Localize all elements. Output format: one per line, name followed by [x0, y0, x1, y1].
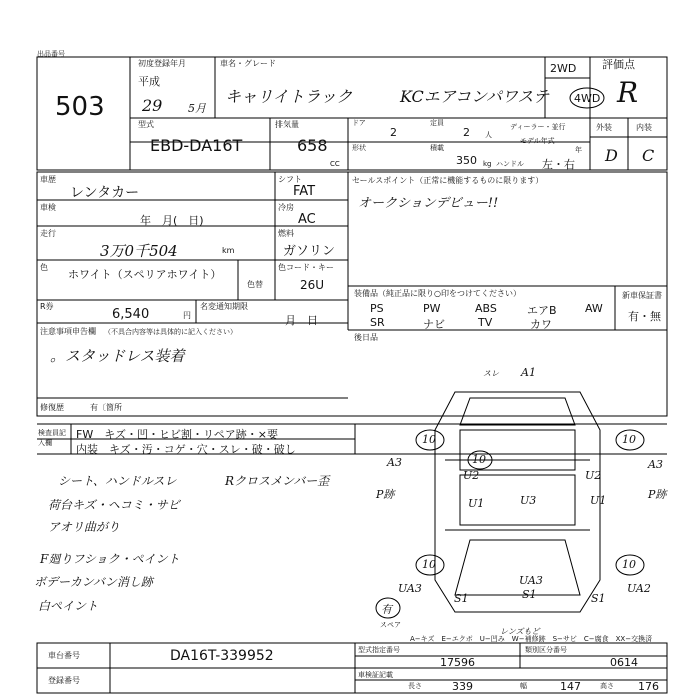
- color-value: ホワイト（スペリアホワイト）: [68, 268, 222, 281]
- fuel-label: 燃料: [278, 229, 294, 238]
- equip-leather: カワ: [530, 318, 552, 331]
- diag-label: S1: [591, 592, 606, 605]
- ac-value: AC: [298, 212, 316, 227]
- sales-point-value: オークションデビュー!!: [358, 196, 499, 211]
- dealer-label: ディーラー・並行: [510, 123, 566, 131]
- equipment-label: 装備品（純正品に限り○印をつけてください）: [354, 289, 521, 298]
- dims-len-label: 長さ: [408, 682, 422, 690]
- diag-label: P跡: [648, 488, 667, 501]
- chassis-value: DA16T-339952: [170, 648, 274, 664]
- remark-3: アオリ曲がり: [48, 520, 120, 534]
- inspection-value: 年 月( 日): [140, 214, 204, 227]
- dims-hei-label: 高さ: [600, 682, 614, 690]
- diagram-legend: A−キズ E−エクボ U−凹み W−補修跡 S−サビ C−腐食 XX−交換済: [410, 635, 653, 643]
- score-value: R: [617, 76, 639, 109]
- equip-navi: ナビ: [423, 318, 445, 331]
- color-no-label: 色替: [247, 280, 263, 289]
- int-score: C: [642, 146, 655, 165]
- remark-5: ボデーカンバン消し跡: [34, 575, 153, 589]
- dims-len: 339: [452, 680, 473, 693]
- car-diagram: [435, 392, 600, 612]
- remark-right: Rクロスメンバー歪: [225, 474, 330, 488]
- equip-pw: PW: [423, 302, 441, 315]
- diag-label: S1: [454, 592, 469, 605]
- inspection-label: 車検: [40, 203, 56, 212]
- warranty-label: 新車保証書: [622, 291, 662, 300]
- handle-label: ハンドル: [496, 160, 524, 168]
- diag-label: 10: [422, 558, 436, 571]
- vehicle-name: キャリイトラック: [225, 87, 353, 106]
- vehicle-label: 車名・グレード: [220, 59, 276, 68]
- diag-label: U1: [468, 497, 485, 510]
- history-label: 車歴: [40, 175, 56, 184]
- engine-unit: CC: [330, 160, 340, 168]
- diag-label: 有: [381, 603, 392, 616]
- inspector-fw-row: FW キズ・凹・ヒビ割・リペア跡・×要: [76, 428, 278, 441]
- drive-2wd: 2WD: [550, 62, 577, 75]
- load-value: 350: [456, 154, 477, 167]
- equip-aw: AW: [585, 302, 603, 315]
- capacity-label: 定員: [430, 119, 444, 127]
- diag-label: U2: [585, 469, 602, 482]
- warranty-value: 有・無: [628, 310, 661, 323]
- color-label: 色: [40, 263, 48, 272]
- chassis-label: 車台番号: [48, 651, 80, 660]
- remark-4: F廻りフショク・ペイント: [40, 552, 180, 566]
- diag-label: 10: [622, 433, 636, 446]
- designation-label: 型式指定番号: [358, 646, 400, 654]
- remark-6: 白ペイント: [38, 599, 99, 613]
- recycle-value: 6,540: [112, 307, 150, 322]
- rear-seat-label: 後日品: [354, 333, 378, 342]
- load-unit: kg: [483, 160, 492, 168]
- model-value: EBD-DA16T: [150, 136, 243, 155]
- repair-label: 修復歴: [40, 403, 64, 412]
- notes-value: 。スタッドレス装着: [50, 347, 185, 365]
- doors-label: ドア: [352, 119, 366, 127]
- handle-value: 左・右: [542, 158, 575, 171]
- diag-label: 10: [622, 558, 636, 571]
- remark-1: シート、ハンドルスレ: [58, 474, 177, 488]
- lot-number: 503: [55, 92, 105, 122]
- shift-value: FAT: [293, 184, 316, 199]
- mileage-label: 走行: [40, 229, 56, 238]
- model-year-label: モデル年式: [520, 137, 555, 145]
- drive-4wd: 4WD: [574, 92, 601, 105]
- fuel-value: ガソリン: [283, 244, 336, 259]
- reg-year: 29: [142, 96, 163, 115]
- diag-label: UA3: [519, 574, 543, 587]
- dims-wid-label: 幅: [520, 682, 527, 690]
- color-code: 26U: [300, 278, 325, 292]
- ext-label: 外装: [596, 123, 612, 132]
- diag-label: UA2: [627, 582, 651, 595]
- remark-2: 荷台キズ・ヘコミ・サビ: [48, 498, 180, 512]
- shape-label: 形状: [352, 144, 366, 152]
- capacity-unit: 人: [485, 131, 492, 139]
- engine-label: 排気量: [275, 120, 299, 129]
- equip-abs: ABS: [475, 302, 497, 315]
- class-label: 類別区分番号: [525, 646, 567, 654]
- diag-label: A1: [521, 366, 536, 379]
- repair-value: 有〔箇所: [90, 403, 122, 412]
- diag-label: 10: [472, 453, 486, 466]
- diag-label: UA3: [398, 582, 422, 595]
- era: 平成: [138, 75, 160, 88]
- shift-label: シフト: [278, 175, 302, 184]
- mileage-value: 3万0千504: [100, 242, 178, 260]
- model-year-unit: 年: [575, 146, 582, 154]
- diag-label: 10: [422, 433, 436, 446]
- score-label: 評価点: [602, 58, 635, 71]
- diag-label: U2: [463, 469, 480, 482]
- notice-label: 名変通知期限: [200, 302, 248, 311]
- vehicle-grade: KCエアコンパワステ: [400, 87, 550, 106]
- designation-value: 17596: [440, 656, 475, 669]
- inspector-label: 検査員記入欄: [38, 429, 66, 447]
- int-label: 内装: [636, 123, 652, 132]
- first-reg-label: 初度登録年月: [138, 59, 186, 68]
- reg-month: 5月: [188, 102, 206, 115]
- equip-airbag: エアB: [527, 304, 557, 317]
- equip-sr: SR: [370, 316, 385, 329]
- inspector-in-row: 内装 キズ・汚・コゲ・穴・スレ・破・破し: [76, 443, 296, 456]
- class-value: 0614: [610, 656, 638, 669]
- diag-label: P跡: [376, 488, 395, 501]
- diag-label: A3: [387, 456, 402, 469]
- dims-hei: 176: [638, 680, 659, 693]
- lot-label: 出品番号: [37, 50, 65, 58]
- capacity-value: 2: [463, 126, 470, 139]
- recycle-unit: 円: [183, 311, 191, 320]
- diag-label: U3: [520, 494, 537, 507]
- dims-label: 車検証記載: [358, 671, 393, 679]
- diag-label: A3: [648, 458, 663, 471]
- engine-value: 658: [297, 136, 328, 155]
- dims-wid: 147: [560, 680, 581, 693]
- diag-label: スレ: [483, 369, 499, 378]
- diag-label: S1: [522, 588, 537, 601]
- notes-sublabel: （不具合内容等は具体的に記入ください）: [104, 328, 237, 336]
- history-value: レンタカー: [70, 185, 140, 201]
- color-code-label: 色コード・キー: [278, 263, 334, 272]
- mileage-unit: km: [222, 246, 235, 255]
- recycle-label: R券: [40, 302, 54, 311]
- ext-score: D: [605, 146, 618, 165]
- equip-ps: PS: [370, 302, 384, 315]
- diag-label: スペア: [380, 621, 401, 629]
- equip-tv: TV: [478, 316, 493, 329]
- ac-label: 冷房: [278, 203, 294, 212]
- sales-point-label: セールスポイント（正常に機能するものに限ります）: [352, 176, 544, 185]
- doors-value: 2: [390, 126, 397, 139]
- diag-label: レンズもど: [500, 627, 540, 636]
- model-label: 型式: [138, 120, 154, 129]
- load-label: 積載: [430, 144, 444, 152]
- registration-label: 登録番号: [48, 676, 80, 685]
- notes-label: 注意事項申告欄: [40, 327, 96, 336]
- diag-label: U1: [590, 494, 607, 507]
- notice-value: 月 日: [285, 314, 318, 327]
